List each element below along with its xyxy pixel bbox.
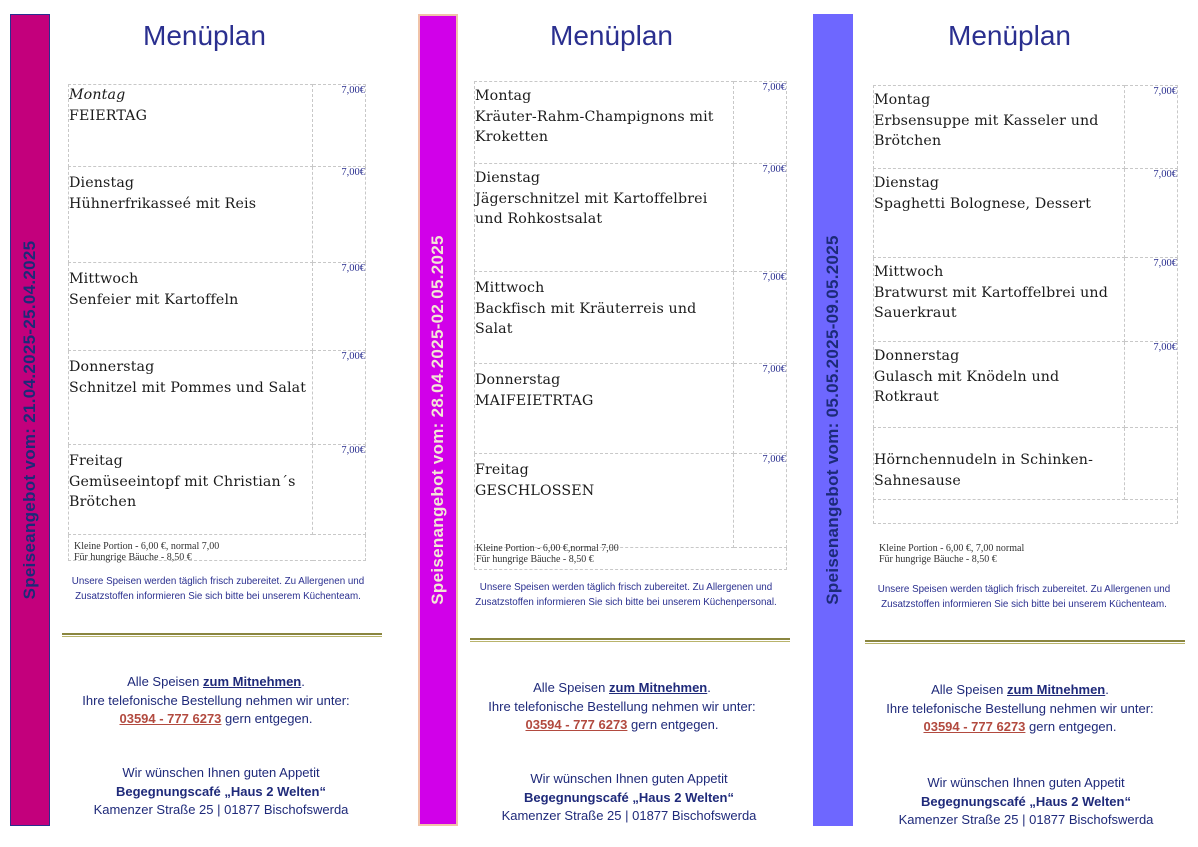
takeaway-label: zum Mitnehmen: [1007, 682, 1106, 697]
price: 7,00€: [1125, 258, 1178, 342]
week-date-range: Speisenangebot vom: 28.04.2025-02.05.2025: [428, 235, 447, 605]
cafe-name: Begegnungscafé „Haus 2 Welten“: [524, 789, 734, 805]
appetit-line: Wir wünschen Ihnen guten Appetit: [927, 775, 1125, 790]
menu-row-wednesday: [475, 272, 787, 364]
day-label: Dienstag: [475, 170, 541, 186]
price: 7,00€: [1125, 86, 1178, 169]
appetit-line: Wir wünschen Ihnen guten Appetit: [530, 771, 728, 786]
day-label: Donnerstag: [69, 359, 155, 375]
dish-name: Spaghetti Bolognese, Dessert: [874, 195, 1092, 212]
menu-row-thursday: [874, 342, 1178, 428]
address: Kamenzer Straße 25 | 01877 Bischofswerda: [501, 808, 757, 823]
dish-name: Kräuter-Rahm-Champignons mit Kroketten: [475, 108, 714, 145]
closing-info: [861, 774, 1191, 830]
menu-panel-week-3: [799, 0, 1198, 847]
order-line: Ihre telefonische Bestellung nehmen wir unter:: [82, 692, 350, 708]
price: 7,00€: [734, 164, 787, 272]
order-info: Alle Speisen zum Mitnehmen. Ihre telefonische Bestellung nehmen wir unter: 03594 - 777 6273 gern entgegen.: [855, 681, 1185, 737]
closing-info: [464, 770, 794, 826]
menu-row-thursday: [69, 351, 366, 445]
address: Kamenzer Straße 25 | 01877 Bischofswerda: [93, 802, 349, 817]
price: 7,00€: [313, 85, 366, 167]
menu-row-friday: [69, 445, 366, 535]
week-date-range: Speisenangebot vom: 05.05.2025-09.05.2025: [823, 235, 842, 605]
page-title: Menüplan: [550, 20, 673, 51]
day-label: Donnerstag: [475, 372, 561, 388]
order-line: Ihre telefonische Bestellung nehmen wir unter:: [488, 698, 756, 714]
page-title: Menüplan: [143, 20, 266, 51]
price: 7,00€: [734, 82, 787, 164]
menu-row-wednesday: [874, 258, 1178, 342]
day-label: Dienstag: [874, 175, 940, 191]
price: 7,00€: [734, 272, 787, 364]
dish-name: GESCHLOSSEN: [475, 482, 595, 499]
menu-panel-week-1: [0, 0, 399, 847]
menu-row-tuesday: [475, 164, 787, 272]
portion-small: Kleine Portion - 6,00 €, 7,00 normal: [879, 543, 1025, 554]
menu-row-monday: [69, 85, 366, 167]
page-title: Menüplan: [948, 20, 1071, 51]
allergy-notice: Unsere Speisen werden täglich frisch zubereitet. Zu Allergenen und Zusatzstoffen informieren Sie sich bitte bei unserem Küchenteam.: [877, 584, 1171, 610]
day-label: Mittwoch: [69, 271, 139, 287]
day-label: Montag: [69, 87, 126, 103]
price: 7,00€: [313, 167, 366, 263]
closing-info: [56, 764, 386, 820]
price: 7,00€: [313, 351, 366, 445]
week-bar: [418, 14, 458, 826]
takeaway-label: zum Mitnehmen: [203, 674, 302, 689]
menu-row-tuesday: [874, 169, 1178, 258]
menu-row-monday: [874, 86, 1178, 169]
divider: [470, 638, 790, 642]
phone-link[interactable]: 03594 - 777 6273: [923, 719, 1026, 734]
portion-info: [74, 541, 219, 563]
week-date-range: Speiseangebot vom: 21.04.2025-25.04.2025: [20, 240, 39, 600]
price: 7,00€: [734, 364, 787, 454]
dish-name: Schnitzel mit Pommes und Salat: [69, 379, 307, 396]
portion-small: Kleine Portion - 6,00 €, normal 7,00: [74, 541, 220, 552]
divider: [865, 640, 1185, 644]
order-info: Alle Speisen zum Mitnehmen. Ihre telefonische Bestellung nehmen wir unter: 03594 - 777 6273 gern entgegen.: [462, 679, 782, 735]
dish-name: Erbsensuppe mit Kasseler und Brötchen: [874, 112, 1099, 149]
price: 7,00€: [313, 445, 366, 535]
portion-hungry: Für hungrige Bäuche - 8,50 €: [476, 554, 594, 565]
dish-name: MAIFEIETRTAG: [475, 392, 594, 409]
menu-row-thursday: [475, 364, 787, 454]
dish-name: FEIERTAG: [69, 107, 148, 124]
allergy-notice: Unsere Speisen werden täglich frisch zubereitet. Zu Allergenen und Zusatzstoffen informieren Sie sich bitte bei unserem Küchenpersonal.: [475, 582, 777, 608]
appetit-line: Wir wünschen Ihnen guten Appetit: [122, 765, 320, 780]
cafe-name: Begegnungscafé „Haus 2 Welten“: [116, 783, 326, 799]
dish-name: Hörnchennudeln in Schinken-Sahnesause: [874, 452, 1094, 489]
day-label: Mittwoch: [475, 280, 545, 296]
dish-name: Senfeier mit Kartoffeln: [69, 291, 239, 308]
price: 7,00€: [1125, 169, 1178, 258]
day-label: Montag: [874, 92, 931, 108]
day-label: Freitag: [69, 453, 123, 469]
phone-link[interactable]: 03594 - 777 6273: [525, 717, 628, 732]
menu-row-tuesday: [69, 167, 366, 263]
cafe-name: Begegnungscafé „Haus 2 Welten“: [921, 793, 1131, 809]
menu-row-extra: [874, 428, 1178, 500]
price: 7,00€: [313, 263, 366, 351]
dish-name: Hühnerfrikasseé mit Reis: [69, 195, 257, 212]
menu-table: [873, 85, 1178, 524]
menu-row-monday: [475, 82, 787, 164]
day-label: Dienstag: [69, 175, 135, 191]
phone-link[interactable]: 03594 - 777 6273: [119, 711, 222, 726]
day-label: Freitag: [475, 462, 529, 478]
day-label: Mittwoch: [874, 264, 944, 280]
price: 7,00€: [1125, 342, 1178, 428]
portion-info: [476, 543, 619, 565]
dish-name: Bratwurst mit Kartoffelbrei und Sauerkraut: [874, 284, 1108, 321]
dish-name: Backfisch mit Kräuterreis und Salat: [475, 300, 697, 337]
divider: [62, 633, 382, 637]
address: Kamenzer Straße 25 | 01877 Bischofswerda: [898, 812, 1154, 827]
menu-row-wednesday: [69, 263, 366, 351]
dish-name: Gemüseeintopf mit Christian´s Brötchen: [69, 473, 296, 510]
allergy-notice: Unsere Speisen werden täglich frisch zubereitet. Zu Allergenen und Zusatzstoffen informieren Sie sich bitte bei unserem Küchenteam.: [71, 576, 365, 602]
menu-panel-week-2: [406, 0, 805, 847]
week-bar: [10, 14, 50, 826]
order-line: Ihre telefonische Bestellung nehmen wir unter:: [886, 700, 1154, 716]
day-label: Montag: [475, 88, 532, 104]
menu-table: [474, 81, 787, 570]
menu-table: [68, 84, 366, 561]
day-label: Donnerstag: [874, 348, 960, 364]
portion-info: [879, 543, 1024, 565]
dish-name: Gulasch mit Knödeln und Rotkraut: [874, 368, 1060, 405]
order-info: Alle Speisen zum Mitnehmen. Ihre telefonische Bestellung nehmen wir unter: 03594 - 777 6273 gern entgegen.: [56, 673, 376, 729]
price: 7,00€: [734, 454, 787, 548]
menu-row-friday: [475, 454, 787, 548]
price: [1125, 428, 1178, 500]
portion-hungry: Für hungrige Bäuche - 8,50 €: [74, 552, 192, 563]
portion-hungry: Für hungrige Bäuche - 8,50 €: [879, 554, 997, 565]
dish-name: Jägerschnitzel mit Kartoffelbrei und Rohkostsalat: [475, 190, 708, 227]
takeaway-label: zum Mitnehmen: [609, 680, 708, 695]
portion-small: Kleine Portion - 6,00 €,normal 7,00: [476, 543, 619, 554]
week-bar: [813, 14, 853, 826]
